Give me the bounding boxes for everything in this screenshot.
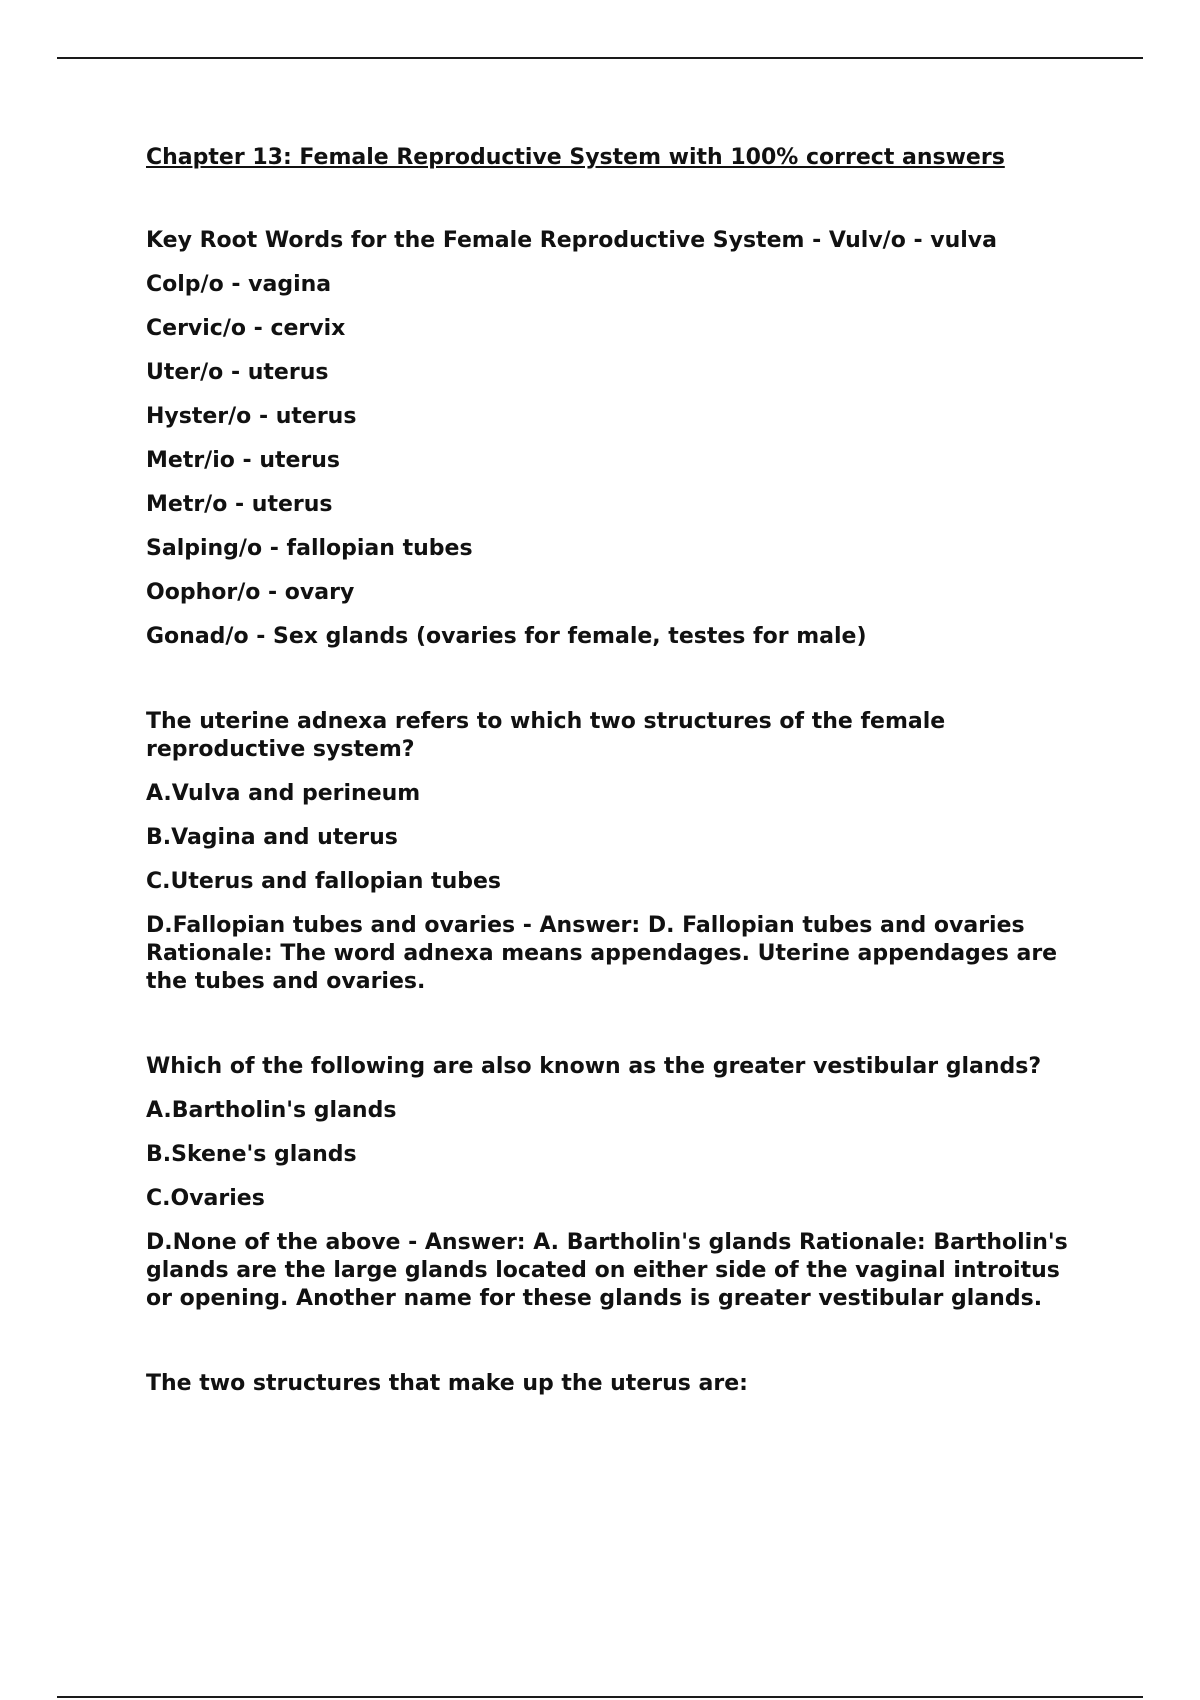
question-1-option-b: B.Vagina and uterus xyxy=(146,825,398,850)
question-1-option-c: C.Uterus and fallopian tubes xyxy=(146,869,501,894)
question-2-section xyxy=(146,1053,1086,1313)
root-word-item: Colp/o - vagina xyxy=(146,272,332,297)
question-2-option-c: C.Ovaries xyxy=(146,1186,265,1211)
question-1-option-d-answer: D.Fallopian tubes and ovaries - Answer: D. Fallopian tubes and ovaries Rationale: The word adnexa means appendages. Uterine appendages are the tubes and ovaries. xyxy=(146,913,1058,994)
question-2-option-d-answer: D.None of the above - Answer: A. Bartholin's glands Rationale: Bartholin's glands are the large glands located on either side of the vaginal introitus or opening. Another name for these glands is greater vestibular glands. xyxy=(146,1230,1068,1311)
root-words-section xyxy=(146,227,1086,651)
page-title: Chapter 13: Female Reproductive System with 100% correct answers xyxy=(146,145,1005,170)
root-word-item: Metr/o - uterus xyxy=(146,492,333,517)
question-1-option-a: A.Vulva and perineum xyxy=(146,781,421,806)
root-word-item: Salping/o - fallopian tubes xyxy=(146,536,473,561)
footer-rule xyxy=(57,1696,1143,1698)
header-rule xyxy=(57,57,1143,59)
root-word-item: Gonad/o - Sex glands (ovaries for female, testes for male) xyxy=(146,624,867,649)
root-word-item: Metr/io - uterus xyxy=(146,448,341,473)
root-word-item: Hyster/o - uterus xyxy=(146,404,357,429)
question-2-option-a: A.Bartholin's glands xyxy=(146,1098,397,1123)
root-word-item: Key Root Words for the Female Reproductive System - Vulv/o - vulva xyxy=(146,228,997,253)
question-2-text: Which of the following are also known as the greater vestibular glands? xyxy=(146,1054,1042,1079)
question-3-section xyxy=(146,1370,1086,1398)
question-2-option-b: B.Skene's glands xyxy=(146,1142,357,1167)
question-1-section xyxy=(146,708,1086,996)
root-word-item: Uter/o - uterus xyxy=(146,360,329,385)
page-content xyxy=(146,143,1086,1414)
question-3-text: The two structures that make up the uterus are: xyxy=(146,1371,748,1396)
question-1-text: The uterine adnexa refers to which two structures of the female reproductive system? xyxy=(146,709,946,762)
root-word-item: Oophor/o - ovary xyxy=(146,580,355,605)
root-word-item: Cervic/o - cervix xyxy=(146,316,346,341)
